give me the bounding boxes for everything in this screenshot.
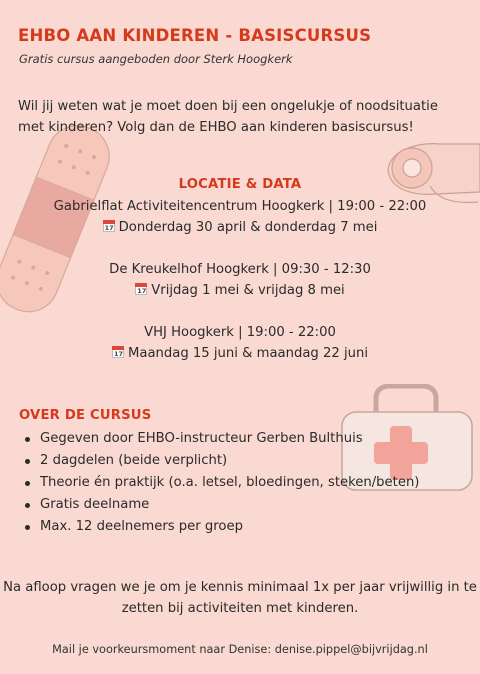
calendar-icon	[135, 283, 147, 295]
calendar-icon	[112, 346, 124, 358]
location-dates-text: Donderdag 30 april & donderdag 7 mei	[118, 220, 378, 235]
location-dates	[0, 217, 480, 238]
location-place-time: Gabrielflat Activiteitencentrum Hoogkerk | 19:00 - 22:00	[53, 199, 427, 214]
locations-heading: LOCATIE & DATA	[178, 177, 302, 192]
list-item: Theorie én praktijk (o.a. letsel, bloedingen, steken/beten)	[22, 472, 419, 494]
location-place-time: De Kreukelhof Hoogkerk | 09:30 - 12:30	[109, 262, 371, 277]
location-dates-text: Maandag 15 juni & maandag 22 juni	[128, 346, 368, 361]
calendar-icon	[103, 220, 115, 232]
course-bullet-list	[22, 428, 419, 538]
closing-text: Na afloop vragen we je om je kennis minimaal 1x per jaar vrijwillig in te zetten bij activiteiten met kinderen.	[3, 580, 477, 616]
location-place-time: VHJ Hoogkerk | 19:00 - 22:00	[144, 325, 336, 340]
location-item	[0, 196, 480, 238]
intro-text: Wil jij weten wat je moet doen bij een ongelukje of noodsituatie met kinderen? Volg dan de EHBO aan kinderen basiscursus!	[18, 99, 438, 135]
course-heading: OVER DE CURSUS	[19, 408, 152, 423]
contact-line: Mail je voorkeursmoment naar Denise: denise.pippel@bijvrijdag.nl	[52, 643, 428, 656]
list-item: 2 dagdelen (beide verplicht)	[22, 450, 419, 472]
list-item: Gegeven door EHBO-instructeur Gerben Bulthuis	[22, 428, 419, 450]
location-dates	[0, 280, 480, 301]
page-subtitle: Gratis cursus aangeboden door Sterk Hoogkerk	[19, 52, 293, 66]
page-title: EHBO AAN KINDEREN - BASISCURSUS	[18, 26, 372, 45]
location-dates	[0, 343, 480, 364]
location-dates-text: Vrijdag 1 mei & vrijdag 8 mei	[151, 283, 345, 298]
list-item: Max. 12 deelnemers per groep	[22, 516, 419, 538]
location-item	[0, 259, 480, 301]
location-item	[0, 322, 480, 364]
list-item: Gratis deelname	[22, 494, 419, 516]
